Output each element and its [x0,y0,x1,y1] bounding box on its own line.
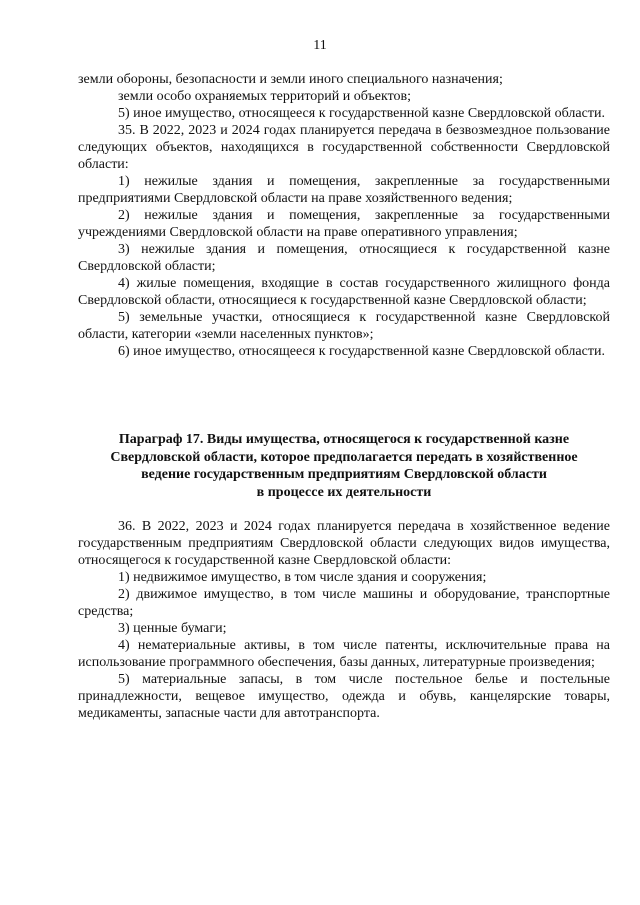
heading-line-4: в процессе их деятельности [256,484,432,500]
text-line-protected-land: земли особо охраняемых территорий и объектов; [118,89,412,104]
list-item-35-5: 5) земельные участки, относящиеся к государственной казне Свердловской области, категории «земли населенных пунктов»; [78,310,610,342]
list-item-other-property: 5) иное имущество, относящееся к государственной казне Свердловской области. [118,106,605,121]
list-item-36-5: 5) материальные запасы, в том числе постельное белье и постельные принадлежности, вещевое имущество, одежда и обувь, канцелярские товары, медикаменты, запасные части для автотранспорта. [78,672,610,721]
heading-line-1: Параграф 17. Виды имущества, относящегося к государственной казне [118,432,570,447]
heading-line-3: ведение государственным предприятиям Свердловской области [141,467,547,482]
text-line-land-defense: земли обороны, безопасности и земли иного специального назначения; [78,72,503,87]
section-35-block [78,71,610,360]
list-item-36-4: 4) нематериальные активы, в том числе патенты, исключительные права на использование программного обеспечения, базы данных, литературные произведения; [78,638,610,670]
list-item-35-4: 4) жилые помещения, входящие в состав государственного жилищного фонда Свердловской области, относящиеся к государственной казне Свердловской области; [78,276,610,308]
list-item-36-1: 1) недвижимое имущество, в том числе здания и сооружения; [118,570,487,585]
section-heading [78,431,610,501]
list-item-36-3: 3) ценные бумаги; [118,621,227,636]
page-number: 11 [313,38,327,53]
section-36-block [78,518,610,722]
list-item-35-3: 3) нежилые здания и помещения, относящиеся к государственной казне Свердловской области; [78,242,610,274]
heading-line-2: Свердловской области, которое предполагается передать в хозяйственное [110,449,578,465]
list-item-36-2: 2) движимое имущество, в том числе машины и оборудование, транспортные средства; [78,587,610,619]
list-item-35-1: 1) нежилые здания и помещения, закрепленные за государственными предприятиями Свердловской области на праве хозяйственного ведения; [78,174,610,206]
list-item-35-2: 2) нежилые здания и помещения, закрепленные за государственными учреждениями Свердловской области на праве оперативного управления; [78,208,610,240]
list-item-35-6: 6) иное имущество, относящееся к государственной казне Свердловской области. [118,344,605,359]
paragraph-35: 35. В 2022, 2023 и 2024 годах планируется передача в безвозмездное пользование следующих объектов, находящихся в государственной собственности Свердловской области: [78,123,610,172]
paragraph-36: 36. В 2022, 2023 и 2024 годах планируется передача в хозяйственное ведение государственным предприятиям Свердловской области следующих видов имущества, относящегося к государственной казне Свердловской области: [78,519,610,568]
